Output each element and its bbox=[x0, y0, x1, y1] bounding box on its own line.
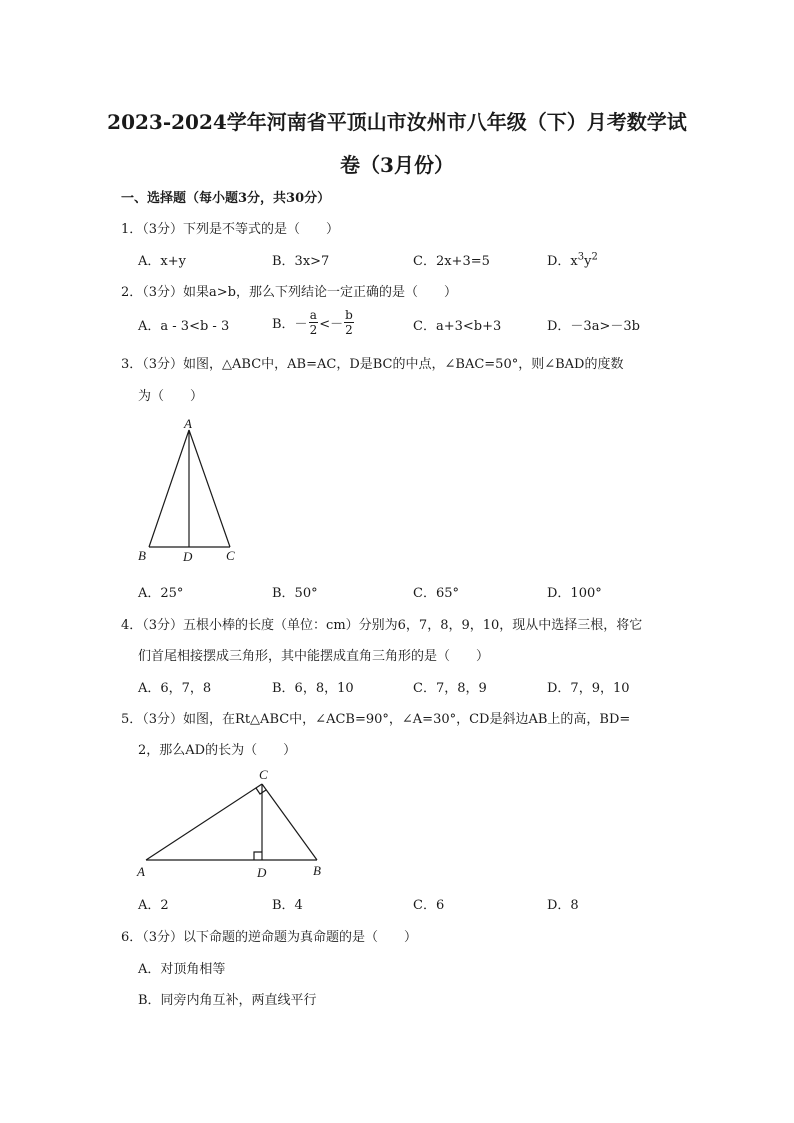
q1-stem: 1．（3分）下列是不等式的是（ ） bbox=[121, 222, 340, 237]
q5-label-d: D bbox=[257, 865, 267, 880]
q4-option-b: B．6，8，10 bbox=[272, 681, 354, 696]
q3-label-d: D bbox=[183, 549, 193, 564]
q1-option-b: B．3x>7 bbox=[272, 254, 330, 269]
q6-option-b: B．同旁内角互补，两直线平行 bbox=[138, 993, 317, 1008]
q1-option-c: C．2x+3=5 bbox=[413, 254, 490, 269]
q2-option-d: D．－3a>－3b bbox=[547, 319, 640, 334]
q5-option-a: A．2 bbox=[138, 898, 169, 913]
q4-stem-line-2: 们首尾相接摆成三角形，其中能摆成直角三角形的是（ ） bbox=[138, 649, 490, 664]
q3-label-b: B bbox=[138, 548, 146, 563]
q1-option-d: D．$x^3y^2$ bbox=[547, 251, 598, 269]
q5-option-c: C．6 bbox=[413, 898, 445, 913]
q4-option-a: A．6，7，8 bbox=[138, 681, 212, 696]
q5-label-a: A bbox=[137, 864, 145, 879]
q2-option-b: B．－ $\frac{a}{2}$ <－ $\frac{b}{2}$ bbox=[272, 308, 353, 337]
q3-stem-line-1: 3．（3分）如图，△ABC中，AB=AC，D是BC的中点，∠BAC=50°，则∠BAD的度数 bbox=[121, 357, 624, 372]
q3-side-ac bbox=[189, 430, 230, 547]
q5-stem-line-1: 5．（3分）如图，在Rt△ABC中，∠ACB=90°，∠A=30°，CD是斜边AB上的高，BD= bbox=[121, 712, 631, 727]
q5-right-angle-mark-c bbox=[256, 788, 266, 794]
q5-option-b: B．4 bbox=[272, 898, 303, 913]
q3-label-c: C bbox=[226, 548, 235, 563]
section-heading: 一、选择题（每小题3分，共30分） bbox=[121, 191, 331, 206]
q5-side-ac bbox=[146, 784, 262, 860]
q6-option-a: A．对顶角相等 bbox=[138, 962, 226, 977]
q5-option-d: D．8 bbox=[547, 898, 579, 913]
q5-side-cb bbox=[262, 784, 317, 860]
q5-label-b: B bbox=[313, 863, 321, 878]
q3-isosceles-triangle-figure bbox=[128, 412, 248, 572]
q3-stem-line-2: 为（ ） bbox=[138, 389, 204, 404]
q1-option-a: A．x+y bbox=[138, 254, 186, 269]
page-title-line-1: 2023-2024学年河南省平顶山市汝州市八年级（下）月考数学试 bbox=[107, 110, 687, 134]
q2-option-c: C．a+3<b+3 bbox=[413, 319, 502, 334]
q4-option-d: D．7，9，10 bbox=[547, 681, 630, 696]
q5-right-triangle-figure bbox=[130, 765, 330, 883]
q3-option-a: A．25° bbox=[138, 586, 184, 601]
q3-option-d: D．100° bbox=[547, 586, 602, 601]
q2-option-a: A．a - 3<b - 3 bbox=[138, 319, 230, 334]
q3-option-c: C．65° bbox=[413, 586, 459, 601]
q4-stem-line-1: 4．（3分）五根小棒的长度（单位：cm）分别为6，7，8，9，10，现从中选择三根，将它 bbox=[121, 618, 643, 633]
q3-side-ab bbox=[149, 430, 189, 547]
q5-stem-line-2: 2，那么AD的长为（ ） bbox=[138, 743, 297, 758]
q5-right-angle-mark-d bbox=[254, 852, 262, 860]
page-title-line-2: 卷（3月份） bbox=[340, 153, 454, 177]
q3-option-b: B．50° bbox=[272, 586, 318, 601]
q3-label-a: A bbox=[184, 416, 192, 431]
q5-label-c: C bbox=[259, 767, 268, 782]
q6-stem: 6．（3分）以下命题的逆命题为真命题的是（ ） bbox=[121, 930, 418, 945]
q2-stem: 2．（3分）如果a>b，那么下列结论一定正确的是（ ） bbox=[121, 285, 458, 300]
q4-option-c: C．7，8，9 bbox=[413, 681, 487, 696]
